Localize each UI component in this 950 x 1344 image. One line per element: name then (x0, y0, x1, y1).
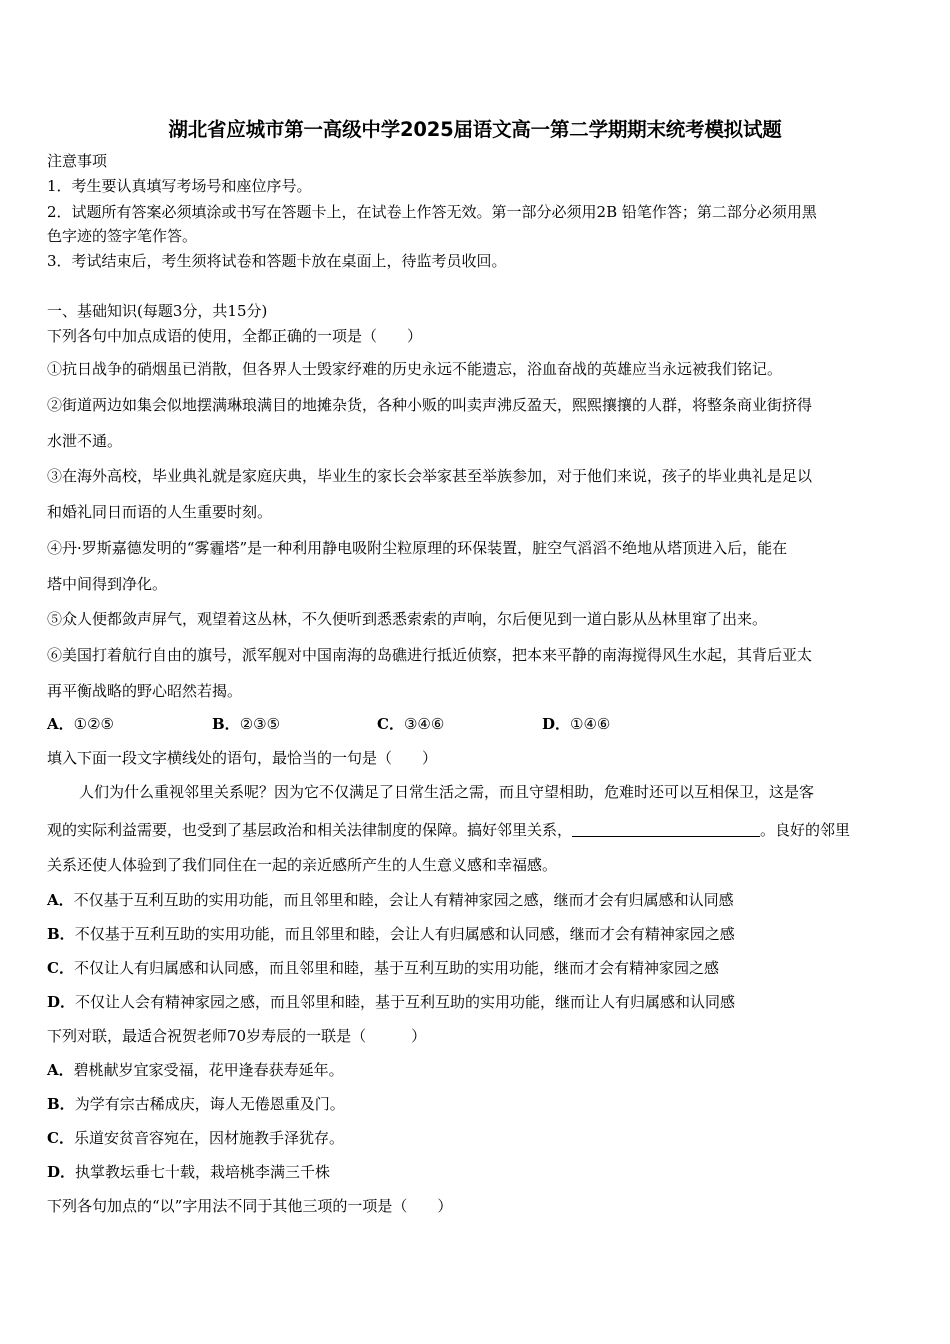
notice-item: 1．考生要认真填写考场号和座位序号。 (47, 177, 312, 195)
option-c[interactable]: C．乐道安贫音容宛在，因材施教手泽犹存。 (47, 1129, 344, 1147)
answer-blank[interactable] (572, 822, 760, 837)
option-d[interactable]: D．执掌教坛垂七十载，栽培桃李满三千株 (47, 1163, 331, 1181)
sentence-line: ④丹·罗斯嘉德发明的“雾霾塔”是一种利用静电吸附尘粒原理的环保装置，脏空气滔滔不绝地从塔顶进入后，能在 (47, 539, 788, 557)
sentence-line: ⑥美国打着航行自由的旗号，派军舰对中国南海的岛礁进行抵近侦察，把本来平静的南海搅得风生水起，其背后亚太 (47, 646, 813, 664)
sentence-line: 水泄不通。 (47, 432, 123, 450)
sentence-line: 和婚礼同日而语的人生重要时刻。 (47, 503, 273, 521)
page-title: 湖北省应城市第一高级中学2025届语文高一第二学期期末统考模拟试题 (168, 118, 782, 141)
passage-line: 观的实际利益需要，也受到了基层政治和相关法律制度的保障。搞好邻里关系， 。良好的邻里 (47, 821, 851, 839)
sentence-line: 再平衡战略的野心昭然若揭。 (47, 682, 243, 700)
option-a[interactable]: A．①②⑤ (47, 715, 114, 733)
option-b[interactable]: B．不仅基于互利互助的实用功能，而且邻里和睦，会让人有归属感和认同感，继而才会有精神家园之感 (47, 925, 735, 943)
option-a[interactable]: A．不仅基于互利互助的实用功能，而且邻里和睦，会让人有精神家园之感，继而才会有归属感和认同感 (47, 891, 734, 909)
notice-item: 色字迹的签字笔作答。 (47, 227, 198, 245)
option-d[interactable]: D．不仅让人会有精神家园之感，而且邻里和睦，基于互利互助的实用功能，继而让人有归属感和认同感 (47, 993, 736, 1011)
q1-options (47, 714, 667, 734)
option-b[interactable]: B．为学有宗古稀成庆，诲人无倦恩重及门。 (47, 1095, 345, 1113)
sentence-line: ⑤众人便都敛声屏气，观望着这丛林，不久便听到悉悉索索的声响，尔后便见到一道白影从丛林里窜了出来。 (47, 610, 768, 628)
sentence-line: 塔中间得到净化。 (47, 575, 168, 593)
section-heading: 一、基础知识(每题3分，共15分) (47, 302, 268, 320)
question-stem: 下列各句中加点成语的使用，全都正确的一项是（ ） (47, 327, 423, 345)
notice-heading: 注意事项 (47, 152, 108, 170)
passage-line: 关系还使人体验到了我们同住在一起的亲近感所产生的人生意义感和幸福感。 (47, 856, 558, 874)
notice-item: 3．考试结束后，考生须将试卷和答题卡放在桌面上，待监考员收回。 (47, 252, 507, 270)
option-a[interactable]: A．碧桃献岁宜家受福，花甲逢春获寿延年。 (47, 1061, 344, 1079)
sentence-line: ②街道两边如集会似地摆满琳琅满目的地摊杂货，各种小贩的叫卖声沸反盈天，熙熙攘攘的人群，将整条商业街挤得 (47, 396, 813, 414)
sentence-line: ①抗日战争的硝烟虽已消散，但各界人士毁家纾难的历史永远不能遗忘，浴血奋战的英雄应当永远被我们铭记。 (47, 360, 783, 378)
option-c[interactable]: C．不仅让人有归属感和认同感，而且邻里和睦，基于互利互助的实用功能，继而才会有精神家园之感 (47, 959, 719, 977)
notice-item: 2．试题所有答案必须填涂或书写在答题卡上，在试卷上作答无效。第一部分必须用2B 铅笔作答；第二部分必须用黑 (47, 203, 817, 221)
passage-line: 人们为什么重视邻里关系呢？因为它不仅满足了日常生活之需，而且守望相助，危难时还可以互相保卫，这是客 (79, 783, 815, 801)
option-b[interactable]: B．②③⑤ (212, 715, 281, 733)
option-d[interactable]: D．①④⑥ (542, 715, 611, 733)
question-stem: 下列对联，最适合祝贺老师70岁寿辰的一联是（ ） (47, 1027, 427, 1045)
option-c[interactable]: C．③④⑥ (377, 715, 445, 733)
question-stem: 填入下面一段文字横线处的语句，最恰当的一句是（ ） (47, 749, 438, 767)
sentence-line: ③在海外高校，毕业典礼就是家庭庆典，毕业生的家长会举家甚至举族参加，对于他们来说，孩子的毕业典礼是足以 (47, 467, 813, 485)
question-stem: 下列各句加点的“以”字用法不同于其他三项的一项是（ ） (47, 1197, 453, 1215)
